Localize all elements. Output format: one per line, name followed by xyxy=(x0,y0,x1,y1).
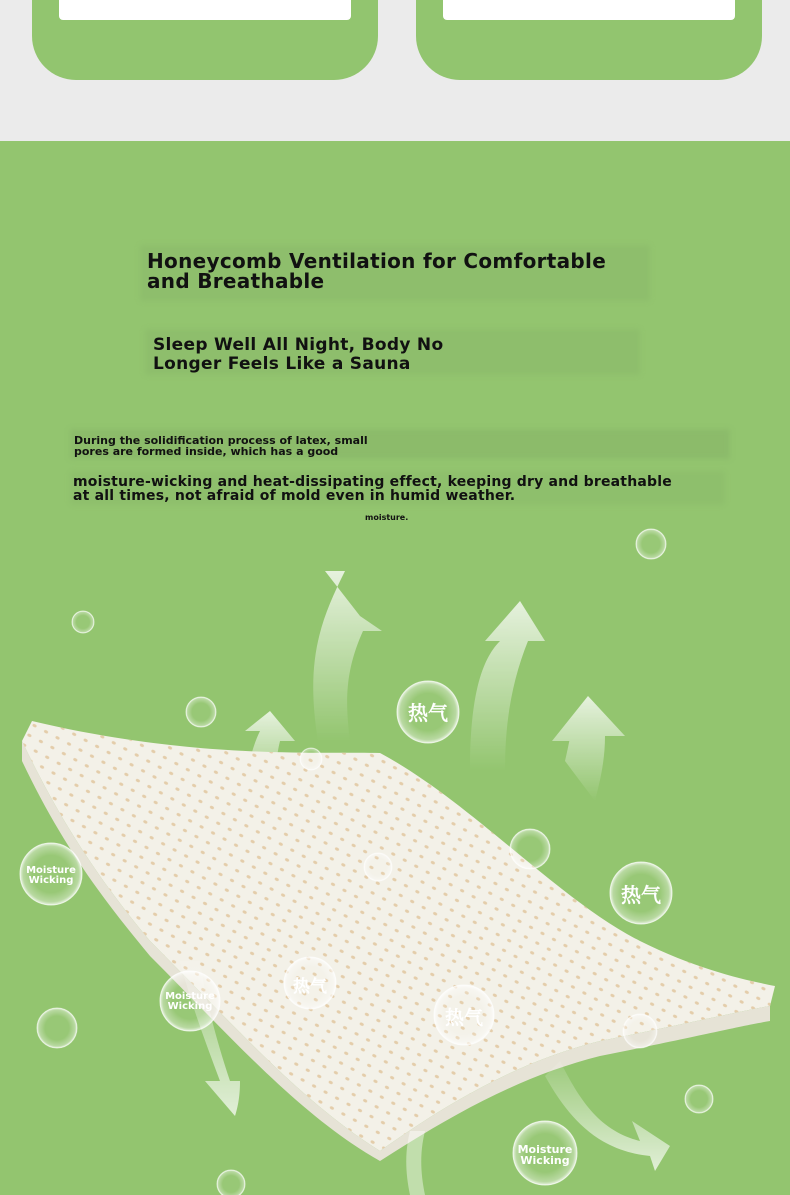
heat-bubble-1 xyxy=(397,681,459,743)
heat-bubble-label: 热气 xyxy=(621,883,661,907)
moisture-bubble-label-1: Moisture xyxy=(26,865,76,876)
moisture-bubble-label-1: Moisture xyxy=(517,1143,573,1156)
feature-card-right xyxy=(416,0,762,80)
moisture-bubble-label-2: Wicking xyxy=(520,1154,570,1167)
heat-bubble-3 xyxy=(284,957,336,1009)
headline: Honeycomb Ventilation for Comfortable and Breathable xyxy=(147,249,607,293)
description-1: During the solidification process of latex, small pores are formed inside, which has a good xyxy=(74,434,368,458)
heat-bubble-2 xyxy=(610,862,672,924)
ventilation-section xyxy=(0,141,790,1195)
moisture-bubble-label-2: Wicking xyxy=(167,1001,213,1012)
heat-bubble-label: 热气 xyxy=(444,1007,484,1029)
moisture-bubble-label-1: Moisture xyxy=(165,991,215,1002)
top-band xyxy=(0,0,790,141)
moisture-bubble-2 xyxy=(160,971,220,1031)
heat-bubble-4 xyxy=(434,985,494,1045)
heat-bubble-label: 热气 xyxy=(408,701,448,725)
moisture-bubble-1 xyxy=(20,843,82,905)
heat-bubble-label: 热气 xyxy=(293,977,327,997)
feature-card-left-inner xyxy=(59,0,351,20)
subheadline: Sleep Well All Night, Body No Longer Feels Like a Sauna xyxy=(153,335,444,374)
tail-word: moisture. xyxy=(365,513,409,522)
latex-mattress xyxy=(22,721,775,1161)
moisture-bubble-label-2: Wicking xyxy=(28,875,74,886)
feature-card-right-inner xyxy=(443,0,735,20)
moisture-bubble-3 xyxy=(513,1121,577,1185)
description-2: moisture-wicking and heat-dissipating effect, keeping dry and breathable at all times, not afraid of mold even in humid weather. xyxy=(73,474,672,504)
latex-mattress-illustration xyxy=(0,141,790,1195)
feature-card-left xyxy=(32,0,378,80)
